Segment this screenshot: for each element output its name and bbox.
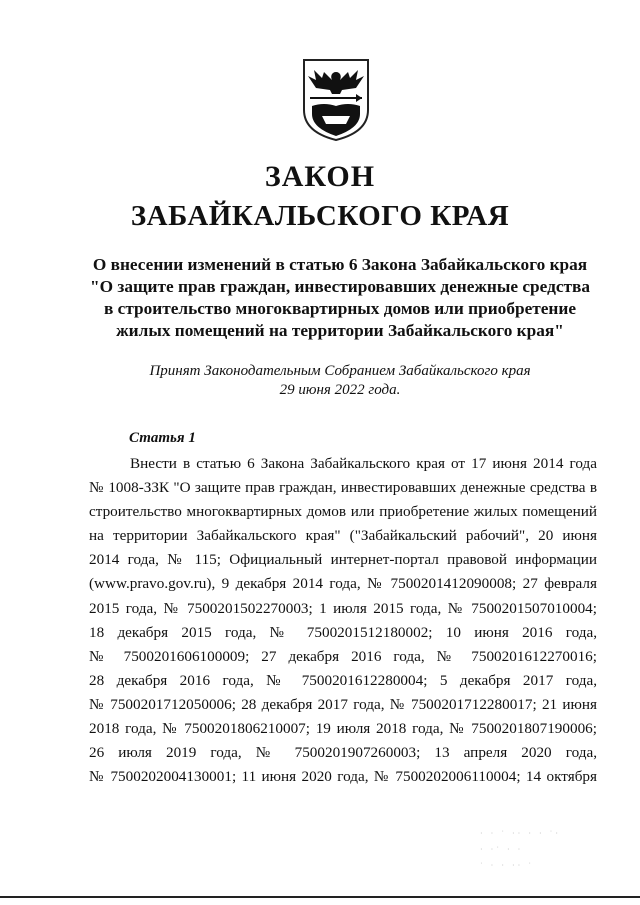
body-line: 26 июля 2019 года, № 7500201907260003; 13 апреля 2020 года, [89,744,597,762]
body-line: 18 декабря 2015 года, № 7500201512180002; 10 июня 2016 года, [89,623,597,641]
article-body [89,452,597,789]
body-line: 2015 года, № 7500201502270003; 1 июля 2015 года, № 7500201507010004; [89,599,597,617]
body-line: на территории Забайкальского края" ("Забайкальский рабочий", 20 июня [89,527,597,545]
law-subtitle [60,254,620,342]
body-line: 2014 года, № 115; Официальный интернет-портал правовой информации [89,551,597,569]
adoption-body: Принят Законодательным Собранием Забайкальского края [149,363,531,379]
coat-of-arms-icon [302,58,370,142]
subtitle-line: в строительство многоквартирных домов или приобретение [104,299,576,318]
subtitle-line: "О защите прав граждан, инвестировавших денежные средства [90,277,590,296]
region-title: ЗАБАЙКАЛЬСКОГО КРАЯ [130,200,510,232]
body-line: (www.pravo.gov.ru), 9 декабря 2014 года, № 7500201412090008; 27 февраля [89,575,597,593]
body-line: № 1008-ЗЗК "О защите прав граждан, инвестировавших денежные средства в [89,479,597,497]
body-line: 2018 года, № 7500201806210007; 19 июля 2018 года, № 7500201807190006; [89,720,597,738]
body-line: 28 декабря 2016 года, № 7500201612280004; 5 декабря 2017 года, [89,671,597,689]
subtitle-line: О внесении изменений в статью 6 Закона Забайкальского края [92,255,588,274]
article-heading: Статья 1 [129,430,196,446]
adoption-note [80,362,600,400]
body-line: строительство многоквартирных домов или приобретение жилых помещений [89,503,597,521]
body-line: № 7500201606100009; 27 декабря 2016 года, № 7500201612270016; [89,647,597,665]
body-line: Внести в статью 6 Закона Забайкальского края от 17 июня 2014 года [130,455,597,472]
law-title: ЗАКОН [264,160,376,193]
bottom-rule [0,896,640,898]
adoption-date: 29 июня 2022 года. [279,382,401,398]
subtitle-line: жилых помещений на территории Забайкальского края" [116,321,564,340]
body-line: № 7500201712050006; 28 декабря 2017 года, № 7500201712280017; 21 июня [89,695,597,713]
body-line: № 7500202004130001; 11 июня 2020 года, № 7500202006110004; 14 октября [89,768,597,786]
scan-noise: · · ˙ ·· · · ˙· · ·˙ · · ˙ · · ·· ˙ [480,829,561,870]
